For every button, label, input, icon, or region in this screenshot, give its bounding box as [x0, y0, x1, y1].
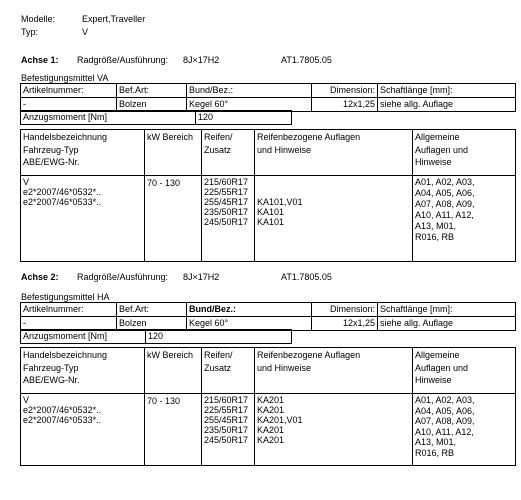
table-cell: 12x1,25 [312, 98, 378, 112]
torque-value: 120 [196, 111, 292, 125]
table-row [21, 84, 516, 98]
fastening-title: Befestigungsmittel HA [21, 292, 110, 302]
table-cell: siehe allg. Auflage [378, 98, 516, 112]
vehicle-table [20, 347, 516, 466]
table-header-cell: Bef.Art: [117, 84, 187, 98]
table-header-cell: Bef.Art: [117, 303, 187, 317]
general-header: Allgemeine Auflagen und Hinweise [413, 130, 516, 176]
table-header-cell: Bund/Bez.: [187, 84, 312, 98]
table-header-cell: Artikelnummer: [21, 84, 117, 98]
wheel-size-value: 8J×17H2 [183, 55, 220, 65]
models-label: Modelle: [21, 14, 56, 24]
tires-cell: 215/60R17 225/55R17 255/45R17 235/50R17 245/50R17 [202, 394, 255, 466]
table-cell: siehe allg. Auflage [378, 317, 516, 331]
kw-header: kW Bereich [145, 348, 202, 394]
wheel-size-label: Radgröße/Ausführung: [77, 272, 169, 282]
torque-value: 120 [146, 330, 292, 344]
general-cell: A01, A02, A03, A04, A05, A06, A07, A08, A09, A10, A11, A12, A13, M01, R016, RB [413, 394, 516, 466]
table-cell: 12x1,25 [312, 317, 378, 331]
kw-header: kW Bereich [145, 130, 202, 176]
notes-cell: KA201 KA201 KA201,V01 KA201 KA201 [255, 394, 413, 466]
fastening-title: Befestigungsmittel VA [21, 73, 109, 83]
kw-cell: 70 - 130 [145, 176, 202, 262]
designation-header: Handelsbezeichnung Fahrzeug-Typ ABE/EWG-Nr. [21, 130, 145, 176]
table-row [21, 111, 292, 125]
kw-cell: 70 - 130 [145, 394, 202, 466]
models-value: Expert,Traveller [82, 14, 146, 24]
designation-header: Handelsbezeichnung Fahrzeug-Typ ABE/EWG-Nr. [21, 348, 145, 394]
torque-label: Anzugsmoment [Nm] [21, 111, 196, 125]
table-row [21, 176, 516, 262]
table-cell: Kegel 60° [187, 317, 312, 331]
wheel-size-value: 8J×17H2 [183, 272, 220, 282]
torque-table [20, 110, 292, 125]
torque-table [20, 329, 292, 344]
table-cell: Kegel 60° [187, 98, 312, 112]
general-header: Allgemeine Auflagen und Hinweise [413, 348, 516, 394]
table-row [21, 130, 516, 176]
notes-header: Reifenbezogene Auflagen und Hinweise [255, 348, 413, 394]
axle-title: Achse 1: [21, 55, 59, 65]
wheel-size-label: Radgröße/Ausführung: [77, 55, 169, 65]
type-label: Typ: [21, 27, 39, 37]
approval-code: AT1.7805.05 [281, 272, 332, 282]
table-cell: - [21, 98, 117, 112]
table-row [21, 348, 516, 394]
axle-title: Achse 2: [21, 272, 59, 282]
tires-header: Reifen/ Zusatz [202, 348, 255, 394]
table-row [21, 394, 516, 466]
table-header-cell: Schaftlänge [mm]: [378, 84, 516, 98]
notes-header: Reifenbezogene Auflagen und Hinweise [255, 130, 413, 176]
general-cell: A01, A02, A03, A04, A05, A06, A07, A08, A09, A10, A11, A12, A13, M01, R016, RB [413, 176, 516, 262]
type-value: V [82, 27, 89, 37]
vehicle-table [20, 129, 516, 262]
tires-cell: 215/60R17 225/55R17 255/45R17 235/50R17 245/50R17 [202, 176, 255, 262]
torque-label: Anzugsmoment [Nm] [21, 330, 146, 344]
table-header-cell: Bund/Bez.: [187, 303, 312, 317]
designation-cell: V e2*2007/46*0532*.. e2*2007/46*0533*.. [21, 394, 145, 466]
approval-code: AT1.7805.05 [281, 55, 332, 65]
table-header-cell: Dimension: [312, 84, 378, 98]
designation-cell: V e2*2007/46*0532*.. e2*2007/46*0533*.. [21, 176, 145, 262]
table-cell: - [21, 317, 117, 331]
table-header-cell: Dimension: [312, 303, 378, 317]
table-cell: Bolzen [117, 317, 187, 331]
tires-header: Reifen/ Zusatz [202, 130, 255, 176]
table-header-cell: Schaftlänge [mm]: [378, 303, 516, 317]
notes-cell: KA101,V01 KA101 KA101 [255, 176, 413, 262]
table-row [21, 330, 292, 344]
table-row [21, 303, 516, 317]
fastening-table [20, 302, 516, 331]
fastening-table [20, 83, 516, 112]
table-header-cell: Artikelnummer: [21, 303, 117, 317]
table-cell: Bolzen [117, 98, 187, 112]
